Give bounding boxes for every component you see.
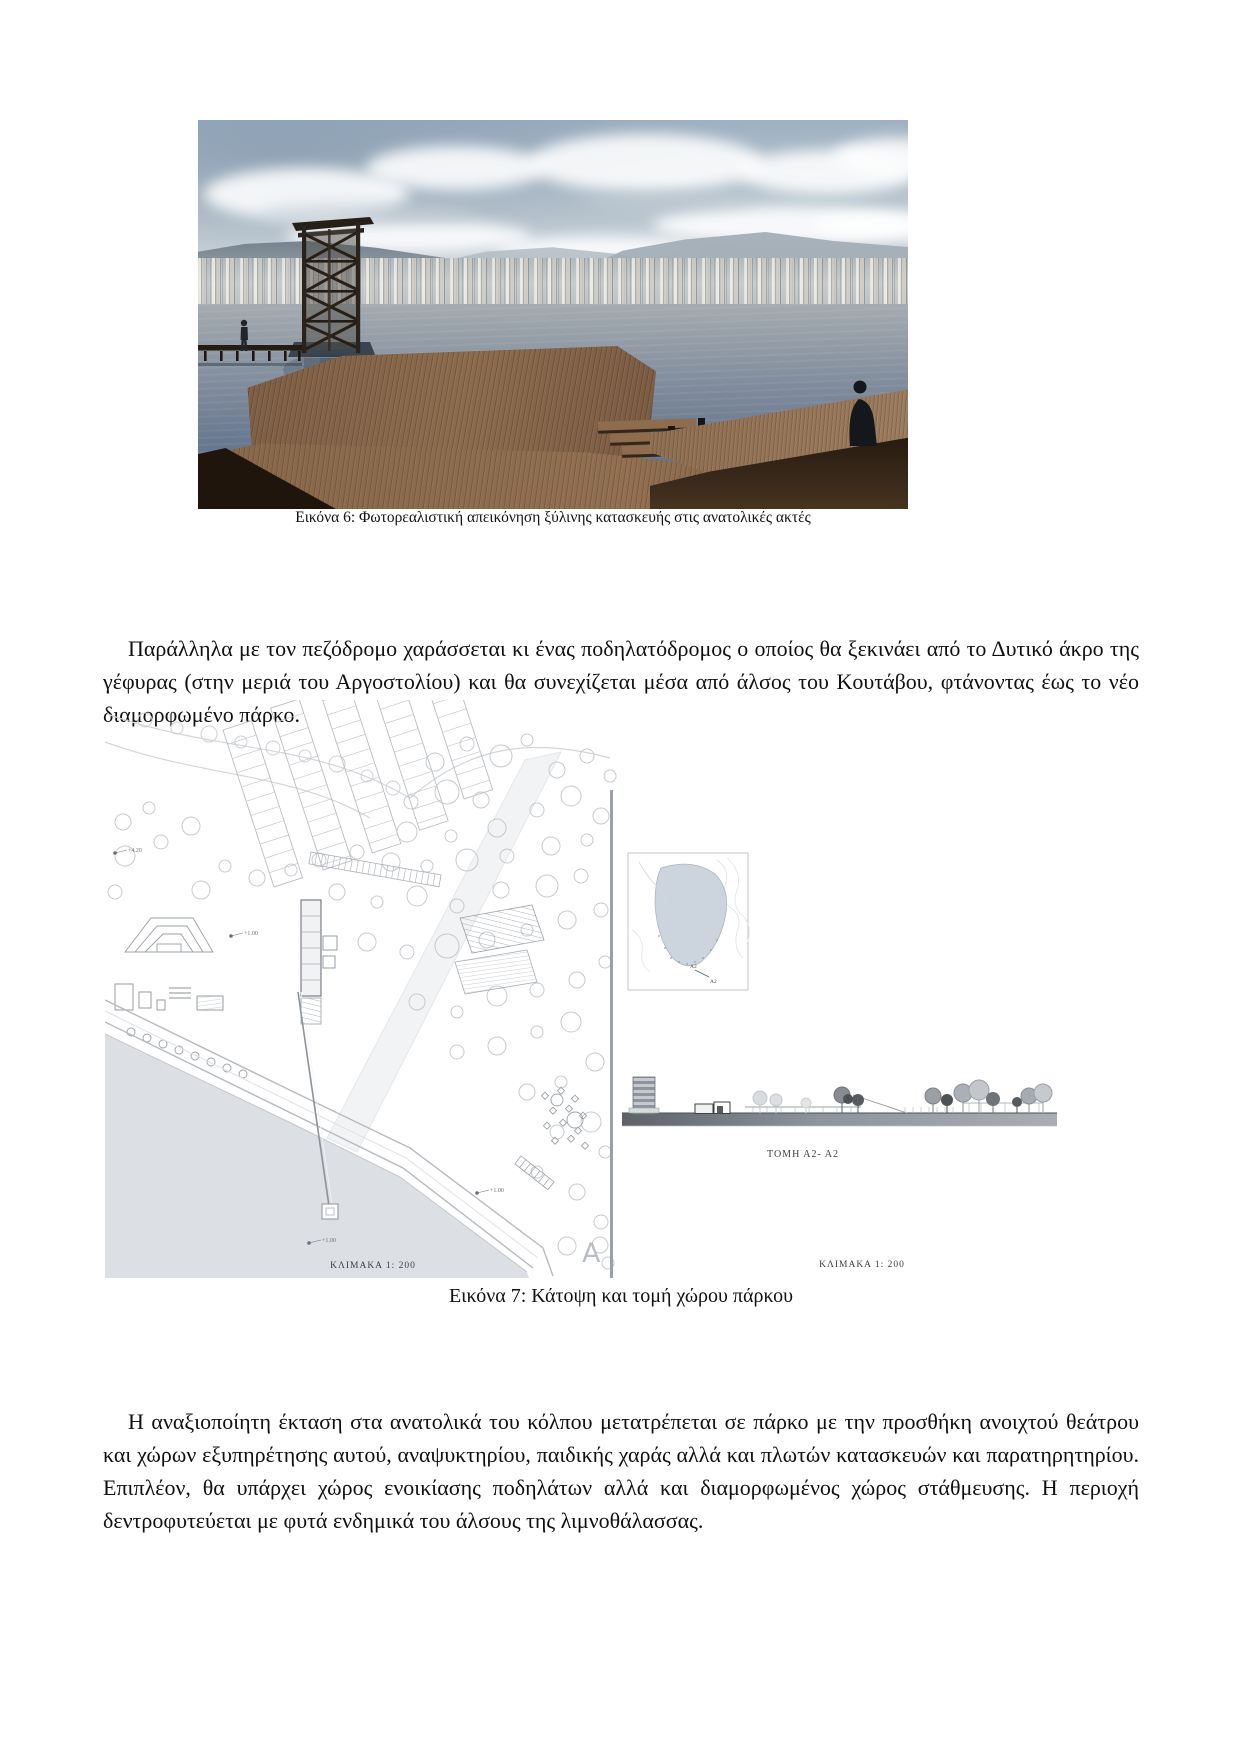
paragraph-bike-path: Παράλληλα με τον πεζόδρομο χαράσσεται κι ένας ποδηλατόδρομος ο οποίος θα ξεκινάει από το Δυτικό άκρο της γέφυρας (στην μεριά του Αργοστολίου) και θα συνεχίζεται μέσα από άλσος του Κουτάβου, φτάνοντας έως το νέο διαμορφωμένο πάρκο. bbox=[103, 636, 1139, 727]
site-plan bbox=[105, 700, 616, 1278]
map-section-label-a2b: Α2 bbox=[710, 979, 717, 985]
figure6-caption: Εικόνα 6: Φωτορεαλιστική απεικόνηση ξύλινης κατασκευής στις ανατολικές ακτές bbox=[295, 509, 811, 526]
figure-divider-line bbox=[610, 790, 613, 1278]
figure7-caption: Εικόνα 7: Κάτοψη και τομή χώρου πάρκου bbox=[448, 1285, 794, 1307]
map-section-label-a2: Α2 bbox=[690, 964, 697, 970]
boardwalk-pier bbox=[198, 345, 304, 361]
figure6-render-image bbox=[198, 120, 908, 509]
section-drawing bbox=[622, 1077, 1057, 1270]
section-trees bbox=[753, 1080, 1052, 1113]
plan-scale-label: ΚΛΙΜΑΚΑ 1: 200 bbox=[330, 1261, 416, 1271]
figure7-drawing bbox=[105, 700, 1080, 1278]
level-label: +1.00 bbox=[322, 1238, 336, 1244]
plan-section-letter: Α bbox=[582, 1238, 601, 1269]
section-scale-label: ΚΛΙΜΑΚΑ 1: 200 bbox=[819, 1260, 905, 1270]
lagoon-water bbox=[105, 1034, 529, 1278]
wooden-observation-tower bbox=[292, 217, 374, 353]
inset-location-map bbox=[628, 853, 749, 990]
park-building bbox=[301, 900, 337, 1024]
paragraph-park-description: Η αναξιοποίητη έκταση στα ανατολικά του κόλπου μετατρέπεται σε πάρκο με την προσθήκη ανοιχτού θεάτρου και χώρων εξυπηρέτησης αυτού, αναψυκτηρίου, παιδικής χαράς αλλά και πλωτών κατασκευών και παρατηρητηρίου. Επιπλέον, θα υπάρχει χώρος ενοικίασης ποδηλάτων αλλά και διαμορφωμένος χώρος στάθμευσης. Η περιοχή δεντροφυτεύεται με φυτά ενδημικά του άλσους της λιμνοθάλασσας. bbox=[103, 1409, 1139, 1533]
diamond-plaza bbox=[541, 1087, 588, 1149]
amphitheatre bbox=[125, 918, 213, 952]
sitting-person-silhouette bbox=[838, 376, 890, 448]
level-label: +1.00 bbox=[244, 931, 258, 937]
section-title-label: ΤΟΜΗ Α2- Α2 bbox=[767, 1149, 839, 1160]
level-label: +1.00 bbox=[490, 1188, 504, 1194]
level-label: +4.20 bbox=[128, 848, 142, 854]
